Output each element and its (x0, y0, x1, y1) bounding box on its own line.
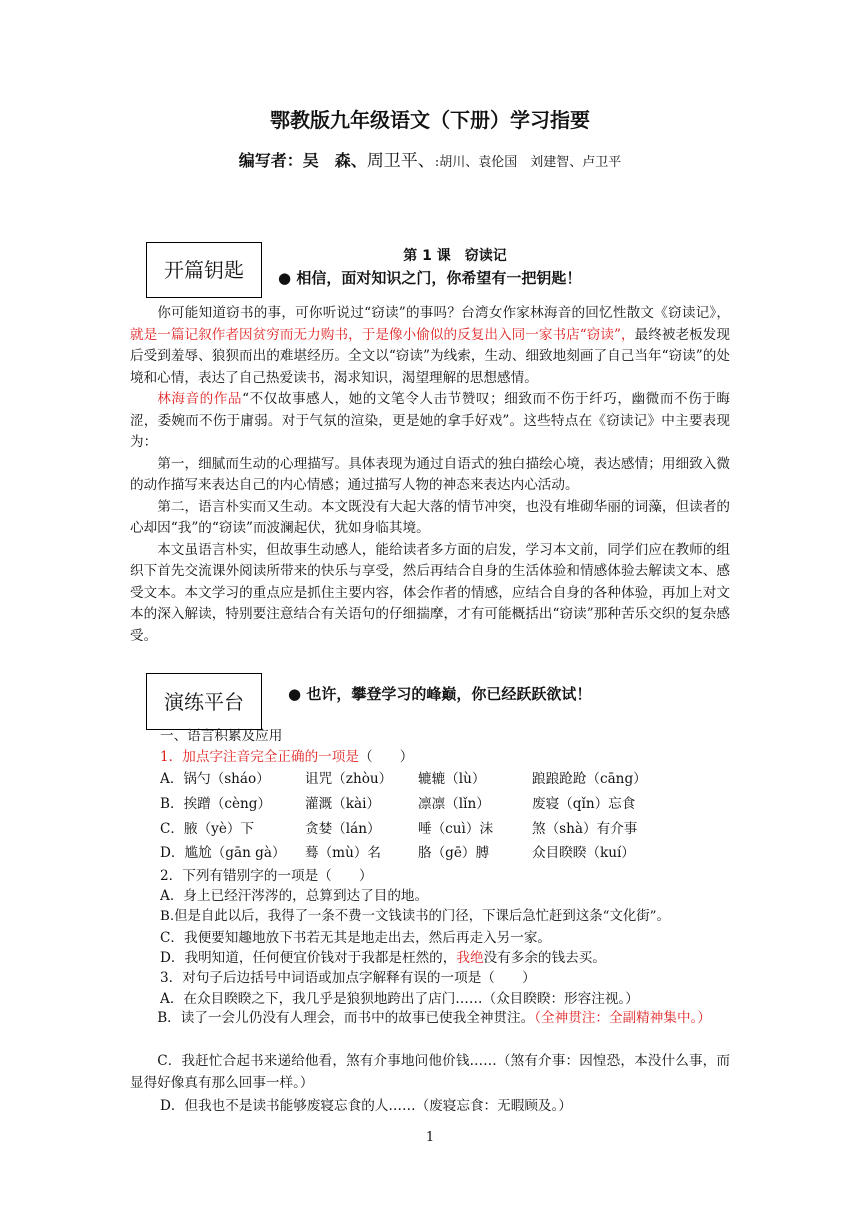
question-1-option-c: C．腋（yè）下 贪婪（lán） 唾（cuì）沫 煞（shà）有介事 (160, 821, 638, 837)
authors-label: 编写者： (238, 151, 303, 170)
section1-motto-text: 相信，面对知识之门，你希望有一把钥匙！ (296, 269, 582, 287)
page-number: 1 (425, 1130, 435, 1145)
section-label-practice: 演练平台 (146, 673, 262, 730)
question-2-option-d: D．我明知道，任何便宜价钱对于我都是枉然的，我绝没有多余的钱去买。 (160, 950, 606, 966)
authors-small-names: :胡川、袁伦国 刘建智、卢卫平 (434, 155, 622, 170)
question-3-option-a: A．在众目睽睽之下，我几乎是狼狈地跨出了店门……（众目睽睽：形容注视。） (160, 991, 639, 1007)
authors-bold-names: 吴 森、 (302, 151, 367, 170)
question-1-stem: 1．加点字注音完全正确的一项是（ ） (160, 749, 414, 765)
question-3-stem: 3．对句子后边括号中词语或加点字解释有误的一项是（ ） (160, 970, 536, 986)
section1-motto (278, 267, 581, 288)
question-2-option-b: B.但是自此以后，我得了一条不费一文钱读书的门径，下课后急忙赶到这条“文化街”。 (160, 909, 670, 924)
question-1-option-b: B．挨蹭（cèng） 灌溉（kài） 凛凛（lǐn） 废寝（qǐn）忘食 (160, 796, 636, 812)
question-1-option-a: A．锅勺（sháo） 诅咒（zhòu） 辘辘（lù） 踉踉跄跄（cāng） (160, 771, 647, 787)
question-3-option-d: D．但我也不是读书能够废寝忘食的人……（废寝忘食：无暇顾及。） (160, 1098, 572, 1114)
document-title: 鄂教版九年级语文（下册）学习指要 (270, 108, 590, 132)
question-3-option-b: B．读了一会儿仍没有人理会，而书中的故事已使我全神贯注。（全神贯注：全副精神集中。） (157, 1010, 711, 1026)
question-2-option-c: C．我便要知趣地放下书若无其是地走出去，然后再走入另一家。 (160, 930, 552, 946)
question-3-option-c: C．我赶忙合起书来递给他看，煞有介事地问他价钱……（煞有介事：因惶恐，本没什么事，而显得好像真有那么回事一样。） (130, 1053, 730, 1091)
section2-motto-text: 也许，攀登学习的峰巅，你已经跃跃欲试！ (306, 685, 592, 703)
section2-motto (288, 683, 591, 704)
section-label-opening-key: 开篇钥匙 (146, 242, 262, 298)
exercise-heading: 一、语言积累及应用 (160, 728, 283, 744)
question-2-option-a: A．身上已经汗涔涔的，总算到达了目的地。 (160, 888, 429, 904)
question-2-stem: 2．下列有错别字的一项是（ ） (160, 868, 373, 884)
intro-paragraph-1: 你可能知道窃书的事，可你听说过“窃读”的事吗？台湾女作家林海音的回忆性散文《窃读记》，就是一篇记叙作者因贫穷而无力购书，于是像小偷似的反复出入同一家书店“窃读”，最终被老板发现后受到羞辱、狼狈而出的难堪经历。全文以“窃读”为线索，生动、细致地刻画了自己当年“窃读”的处境和心情，表达了自己热爱读书，渴求知识，渴望理解的思想感情。 (130, 305, 730, 386)
authors-regular-names: 周卫平、 (366, 151, 435, 171)
intro-paragraph-3: 第一，细腻而生动的心理描写。具体表现为通过自语式的独白描绘心境，表达感情；用细致入微的动作描写来表达自己的内心情感；通过描写人物的神态来表达内心活动。 (130, 455, 730, 493)
authors-line (0, 146, 860, 171)
intro-paragraph-2: 林海音的作品“不仅故事感人，她的文笔令人击节赞叹；细致而不伤于纤巧，幽微而不伤于晦涩，委婉而不伤于庸弱。对于气氛的渲染，更是她的拿手好戏”。这些特点在《窃读记》中主要表现为： (130, 391, 731, 450)
bullet-icon: ● (278, 269, 292, 287)
question-1-option-d: D．尴尬（gān gà） 蓦（mù）名 胳（gē）膊 众目睽睽（kuí） (160, 845, 635, 861)
intro-text (130, 303, 730, 647)
bullet-icon: ● (288, 685, 302, 703)
intro-paragraph-5: 本文虽语言朴实，但故事生动感人，能给读者多方面的启发，学习本文前，同学们应在教师的组织下首先交流课外阅读所带来的快乐与享受，然后再结合自身的生活体验和情感体验去解读文本、感受文本。本文学习的重点应是抓住主要内容，体会作者的情感，应结合自身的各种体验，再加上对文本的深入解读，特别要注意结合有关语句的仔细揣摩，才有可能概括出“窃读”那种苦乐交织的复杂感受。 (130, 541, 730, 644)
intro-paragraph-4: 第二，语言朴实而又生动。本文既没有大起大落的情节冲突，也没有堆砌华丽的词藻，但读者的心却因“我”的“窃读”而波澜起伏，犹如身临其境。 (130, 498, 730, 536)
lesson-title: 第 1 课 窃读记 (403, 248, 507, 264)
